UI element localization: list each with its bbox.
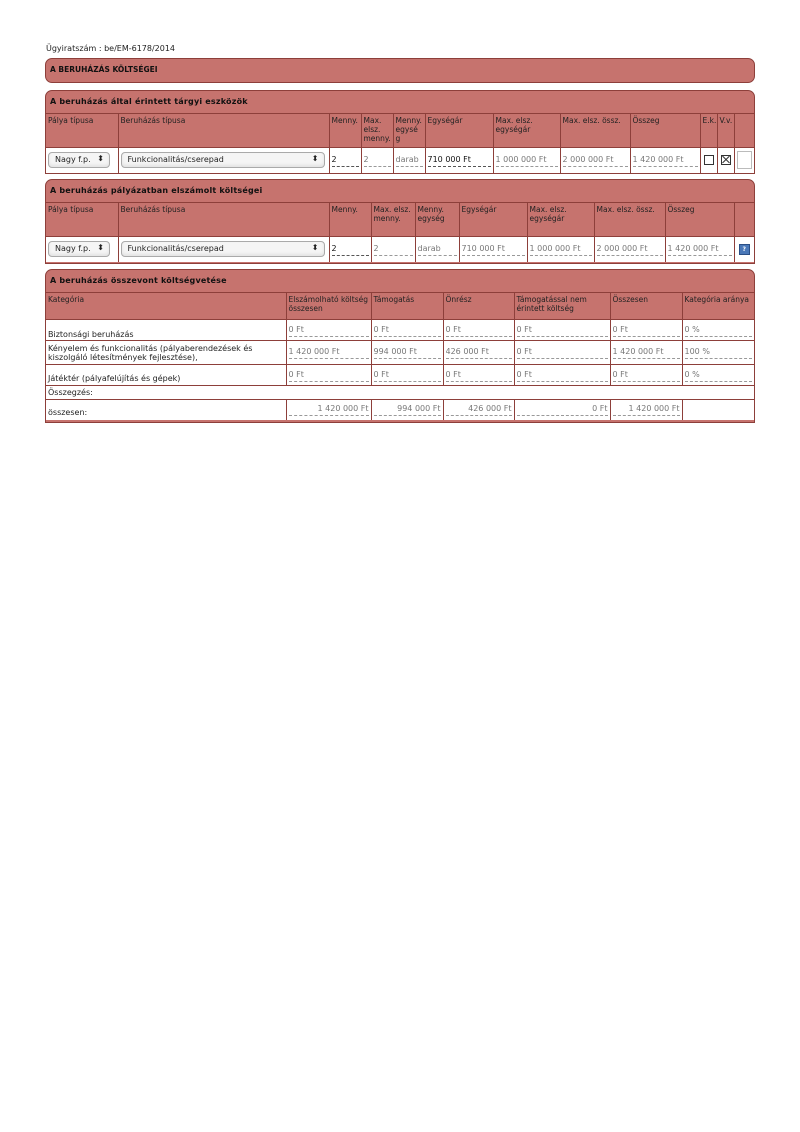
col-help xyxy=(734,203,754,237)
total-empty-cell xyxy=(682,400,754,420)
col-elszamolhato: Elszámolható költség összesen xyxy=(286,293,371,320)
nem-erintett-field: 0 Ft xyxy=(517,324,608,337)
col-menny: Menny. xyxy=(329,203,371,237)
total-tamogatas: 994 000 Ft xyxy=(374,403,441,416)
beruhazas-value: Funkcionalitás/cserepad xyxy=(127,155,224,165)
col-egyseg: Menny. egység xyxy=(415,203,459,237)
updown-icon: ⬍ xyxy=(311,243,319,253)
category-label: Kényelem és funkcionalitás (pályaberendezések és kiszolgáló létesítmények fejlesztése), xyxy=(48,343,253,362)
section-assets-title: A beruházás által érintett tárgyi eszközök xyxy=(50,97,248,106)
col-nem-erintett: Támogatással nem érintett költség xyxy=(514,293,610,320)
egysegar-field: 710 000 Ft xyxy=(462,243,525,256)
elszamolhato-field: 0 Ft xyxy=(289,369,369,382)
col-osszesen: Összesen xyxy=(610,293,682,320)
onresz-field: 0 Ft xyxy=(446,369,512,382)
col-egysegar: Egységár xyxy=(459,203,527,237)
costs-header xyxy=(45,58,755,83)
section-claimed xyxy=(45,179,755,264)
tamogatas-field: 0 Ft xyxy=(374,369,441,382)
egyseg-field: darab xyxy=(396,154,423,167)
arany-field: 0 % xyxy=(685,369,753,382)
summary-row xyxy=(46,386,754,400)
col-arany: Kategória aránya xyxy=(682,293,754,320)
total-nem-erintett: 0 Ft xyxy=(517,403,608,416)
category-label: Biztonsági beruházás xyxy=(48,329,134,339)
col-vv: V.v. xyxy=(717,114,734,148)
col-palya: Pálya típusa xyxy=(46,203,118,237)
assets-table xyxy=(46,113,754,173)
osszesen-field: 1 420 000 Ft xyxy=(613,346,680,359)
category-label: Játéktér (pályafelújítás és gépek) xyxy=(48,373,181,383)
budget-table xyxy=(46,292,754,420)
nem-erintett-field: 0 Ft xyxy=(517,369,608,382)
summary-label: Összegzés: xyxy=(48,388,93,397)
total-elszamolhato: 1 420 000 Ft xyxy=(289,403,369,416)
updown-icon: ⬍ xyxy=(97,243,104,253)
col-max-egysegar: Max. elsz. egységár xyxy=(527,203,594,237)
max-egysegar-field: 1 000 000 Ft xyxy=(496,154,558,167)
osszeg-field: 1 420 000 Ft xyxy=(633,154,698,167)
elszamolhato-field: 0 Ft xyxy=(289,324,369,337)
col-blank xyxy=(734,114,754,148)
section-claimed-title: A beruházás pályázatban elszámolt költségei xyxy=(50,186,263,195)
col-egysegar: Egységár xyxy=(425,114,493,148)
egysegar-field[interactable]: 710 000 Ft xyxy=(428,154,491,167)
menny-field[interactable]: 2 xyxy=(332,243,369,256)
tamogatas-field: 0 Ft xyxy=(374,324,441,337)
palya-select[interactable] xyxy=(48,241,110,257)
col-max-ossz: Max. elsz. össz. xyxy=(594,203,665,237)
col-beruhazas: Beruházás típusa xyxy=(118,203,329,237)
updown-icon: ⬍ xyxy=(311,154,319,164)
max-menny-field: 2 xyxy=(364,154,391,167)
col-egyseg: Menny. egysé g xyxy=(393,114,425,148)
col-osszeg: Összeg xyxy=(665,203,734,237)
palya-select[interactable] xyxy=(48,152,110,168)
col-osszeg: Összeg xyxy=(630,114,700,148)
table-row xyxy=(46,148,754,173)
table-row xyxy=(46,237,754,262)
table-row xyxy=(46,320,754,341)
col-max-menny: Max. elsz. menny. xyxy=(371,203,415,237)
col-onresz: Önrész xyxy=(443,293,514,320)
osszeg-field: 1 420 000 Ft xyxy=(668,243,732,256)
section-assets xyxy=(45,90,755,174)
tamogatas-field: 994 000 Ft xyxy=(374,346,441,359)
col-max-menny: Max. elsz. menny. xyxy=(361,114,393,148)
section-budget-title: A beruházás összevont költségvetése xyxy=(50,276,227,285)
osszesen-field: 0 Ft xyxy=(613,324,680,337)
arany-field: 100 % xyxy=(685,346,753,359)
onresz-field: 0 Ft xyxy=(446,324,512,337)
palya-value: Nagy f.p. xyxy=(55,244,91,254)
table-row xyxy=(46,341,754,365)
arany-field: 0 % xyxy=(685,324,753,337)
osszesen-field: 0 Ft xyxy=(613,369,680,382)
case-number: Ügyiratszám : be/EM-6178/2014 xyxy=(46,44,176,53)
elszamolhato-field: 1 420 000 Ft xyxy=(289,346,369,359)
beruhazas-value: Funkcionalitás/cserepad xyxy=(127,244,224,254)
beruhazas-select[interactable] xyxy=(121,241,325,257)
col-kategoria: Kategória xyxy=(46,293,286,320)
col-max-egysegar: Max. elsz. egységár xyxy=(493,114,560,148)
nem-erintett-field: 0 Ft xyxy=(517,346,608,359)
total-row xyxy=(46,400,754,420)
vv-checkbox[interactable] xyxy=(721,155,731,165)
total-onresz: 426 000 Ft xyxy=(446,403,512,416)
egyseg-field: darab xyxy=(418,243,457,256)
table-row xyxy=(46,365,754,386)
total-label: összesen: xyxy=(48,408,88,418)
col-tamogatas: Támogatás xyxy=(371,293,443,320)
menny-field[interactable]: 2 xyxy=(332,154,359,167)
section-budget xyxy=(45,269,755,423)
help-icon[interactable]: ? xyxy=(739,244,750,255)
col-palya: Pálya típusa xyxy=(46,114,118,148)
onresz-field: 426 000 Ft xyxy=(446,346,512,359)
col-max-ossz: Max. elsz. össz. xyxy=(560,114,630,148)
total-osszesen: 1 420 000 Ft xyxy=(613,403,680,416)
col-beruhazas: Beruházás típusa xyxy=(118,114,329,148)
max-egysegar-field: 1 000 000 Ft xyxy=(530,243,592,256)
claimed-table xyxy=(46,202,754,262)
max-ossz-field: 2 000 000 Ft xyxy=(597,243,663,256)
max-ossz-field: 2 000 000 Ft xyxy=(563,154,628,167)
col-menny: Menny. xyxy=(329,114,361,148)
updown-icon: ⬍ xyxy=(97,154,104,164)
costs-header-title: A BERUHÁZÁS KÖLTSÉGEI xyxy=(50,65,158,74)
ek-checkbox[interactable] xyxy=(704,155,714,165)
beruhazas-select[interactable] xyxy=(121,152,325,168)
max-menny-field: 2 xyxy=(374,243,413,256)
blank-cell xyxy=(737,151,753,169)
palya-value: Nagy f.p. xyxy=(55,155,91,165)
col-ek: E.k. xyxy=(700,114,717,148)
